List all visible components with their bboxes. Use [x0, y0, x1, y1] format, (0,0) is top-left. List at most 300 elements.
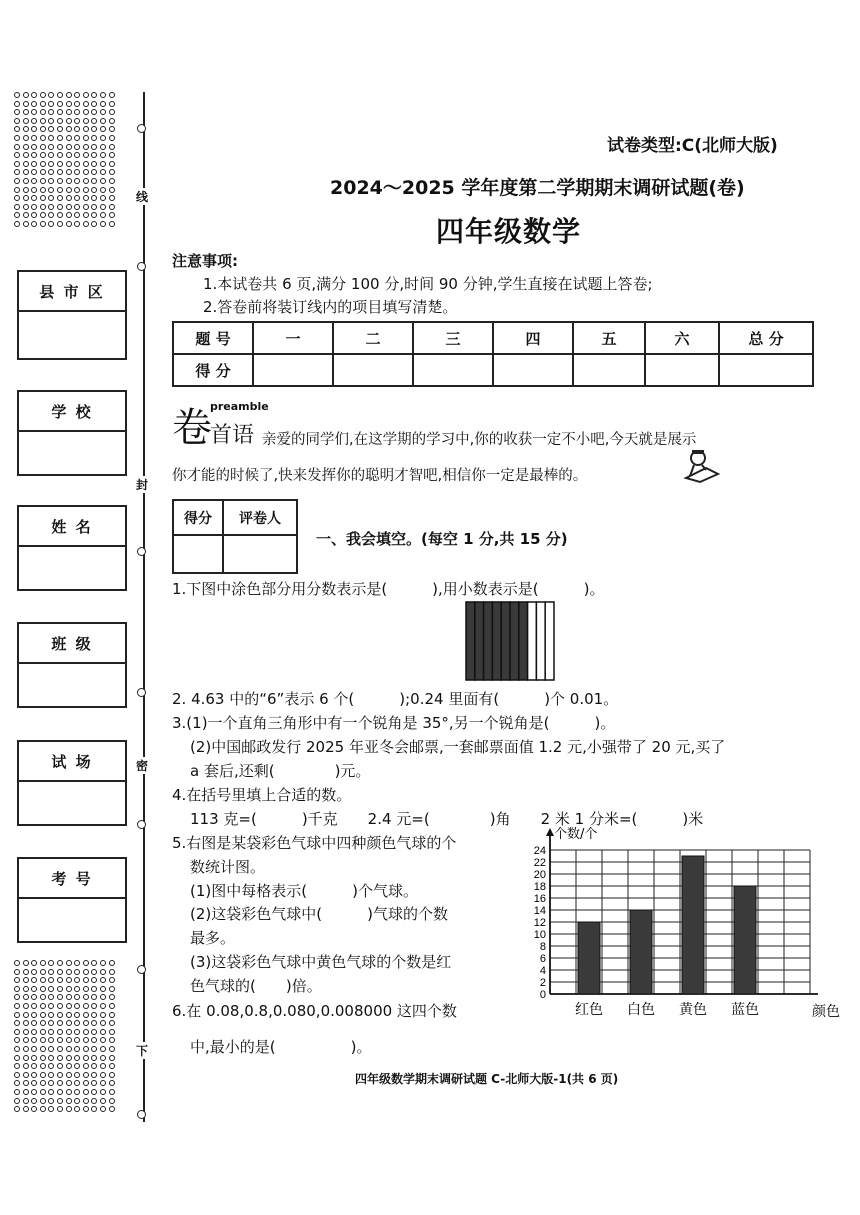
dot	[100, 1037, 106, 1043]
grader-score-cell[interactable]	[173, 535, 223, 573]
binding-ring	[137, 124, 146, 133]
dot	[57, 960, 63, 966]
bar	[630, 910, 652, 994]
dot	[100, 221, 106, 227]
dot	[31, 126, 37, 132]
dot	[40, 960, 46, 966]
dot	[31, 1106, 37, 1112]
dot	[23, 109, 29, 115]
dot	[91, 161, 97, 167]
dot	[83, 1106, 89, 1112]
x-tick-label: 白色	[627, 1002, 655, 1018]
dot	[23, 969, 29, 975]
dot	[31, 1046, 37, 1052]
dot	[91, 195, 97, 201]
dot	[48, 1098, 54, 1104]
dot	[23, 1020, 29, 1026]
dot	[31, 1037, 37, 1043]
dot	[109, 1098, 115, 1104]
dot	[109, 960, 115, 966]
dot	[14, 1098, 20, 1104]
dot	[57, 118, 63, 124]
dot	[40, 1055, 46, 1061]
dot	[48, 1046, 54, 1052]
dot	[23, 1106, 29, 1112]
score-header: 四	[493, 322, 573, 354]
grader-name-cell[interactable]	[223, 535, 297, 573]
dot	[14, 169, 20, 175]
dot	[31, 994, 37, 1000]
dot	[109, 92, 115, 98]
note-item: 1.本试卷共 6 页,满分 100 分,时间 90 分钟,学生直接在试题上答卷;	[203, 275, 653, 293]
dot	[40, 1106, 46, 1112]
y-tick-label: 6	[539, 953, 546, 965]
dot	[48, 152, 54, 158]
dot	[57, 1106, 63, 1112]
dot	[40, 109, 46, 115]
dot	[14, 152, 20, 158]
dot	[57, 101, 63, 107]
grader-name-label: 评卷人	[223, 500, 297, 535]
dot	[40, 1003, 46, 1009]
dot	[48, 986, 54, 992]
dot	[40, 92, 46, 98]
dot	[100, 101, 106, 107]
dot	[74, 1037, 80, 1043]
dot	[14, 109, 20, 115]
dot	[83, 969, 89, 975]
dot	[14, 178, 20, 184]
score-cell[interactable]	[413, 354, 493, 386]
dot	[66, 161, 72, 167]
dot	[40, 1063, 46, 1069]
shaded-part	[519, 602, 528, 680]
dot	[83, 1080, 89, 1086]
dot	[14, 977, 20, 983]
dot	[14, 92, 20, 98]
dot	[109, 994, 115, 1000]
dot	[109, 1046, 115, 1052]
dot	[48, 178, 54, 184]
dot	[83, 204, 89, 210]
dot	[57, 1012, 63, 1018]
question-6: 6.在 0.08,0.8,0.080,0.008000 这四个数	[172, 1002, 457, 1020]
dot	[83, 986, 89, 992]
dot	[14, 1003, 20, 1009]
binding-ring	[137, 547, 146, 556]
county-box[interactable]	[17, 270, 127, 360]
dot	[91, 126, 97, 132]
student-reading-icon	[676, 448, 724, 484]
note-item: 2.答卷前将装订线内的项目填写清楚。	[203, 298, 458, 316]
dot	[83, 161, 89, 167]
dot	[31, 144, 37, 150]
dot	[74, 195, 80, 201]
dot	[57, 969, 63, 975]
dot	[31, 1072, 37, 1078]
exam-number-label: 考 号	[19, 859, 125, 899]
dot	[57, 109, 63, 115]
dot	[83, 187, 89, 193]
dot	[66, 1072, 72, 1078]
y-tick-label: 10	[533, 929, 546, 941]
dot	[91, 118, 97, 124]
grader-score-label: 得分	[173, 500, 223, 535]
score-header: 题 号	[173, 322, 253, 354]
dot	[83, 212, 89, 218]
dot	[100, 1098, 106, 1104]
dot	[66, 144, 72, 150]
dot	[57, 1046, 63, 1052]
dot	[23, 169, 29, 175]
dot	[100, 152, 106, 158]
dot	[91, 101, 97, 107]
dot	[83, 118, 89, 124]
dot	[40, 178, 46, 184]
question-5-2-cont: 最多。	[190, 929, 236, 947]
x-tick-label: 蓝色	[731, 1002, 759, 1018]
dot	[109, 1037, 115, 1043]
y-tick-label: 2	[539, 977, 546, 989]
dot	[48, 169, 54, 175]
dot	[91, 1012, 97, 1018]
dot	[109, 1089, 115, 1095]
dot	[57, 1029, 63, 1035]
dot	[23, 1003, 29, 1009]
school-box[interactable]	[17, 390, 127, 476]
dot	[23, 187, 29, 193]
y-tick-label: 16	[533, 893, 546, 905]
dot	[57, 977, 63, 983]
dot	[48, 1003, 54, 1009]
score-cell[interactable]	[493, 354, 573, 386]
shaded-part	[466, 602, 475, 680]
name-label: 姓 名	[19, 507, 125, 547]
dot	[83, 169, 89, 175]
name-box[interactable]	[17, 505, 127, 591]
dot	[23, 195, 29, 201]
score-header: 五	[573, 322, 645, 354]
dot	[57, 161, 63, 167]
dot	[109, 986, 115, 992]
dot	[14, 1055, 20, 1061]
dot	[109, 109, 115, 115]
score-cell[interactable]	[645, 354, 719, 386]
dot	[57, 204, 63, 210]
dot	[91, 169, 97, 175]
dot	[83, 109, 89, 115]
preamble-line: 亲爱的同学们,在这学期的学习中,你的收获一定不小吧,今天就是展示	[262, 432, 697, 448]
dot	[109, 1055, 115, 1061]
dot	[31, 1020, 37, 1026]
dot	[74, 986, 80, 992]
dot	[23, 1029, 29, 1035]
dot	[48, 1020, 54, 1026]
x-tick-label: 黄色	[679, 1002, 707, 1018]
dot	[23, 118, 29, 124]
dot	[48, 126, 54, 132]
score-cell[interactable]	[333, 354, 413, 386]
dot	[14, 960, 20, 966]
dot	[14, 986, 20, 992]
dot	[109, 178, 115, 184]
dot	[66, 221, 72, 227]
dot	[66, 1046, 72, 1052]
dot	[31, 1029, 37, 1035]
dot	[91, 1046, 97, 1052]
dot	[14, 212, 20, 218]
dot	[100, 1063, 106, 1069]
unshaded-part	[528, 602, 537, 680]
dot	[66, 1055, 72, 1061]
score-cell[interactable]	[573, 354, 645, 386]
dot	[66, 1089, 72, 1095]
dot	[74, 1055, 80, 1061]
dot	[100, 212, 106, 218]
dot	[57, 187, 63, 193]
dot	[31, 195, 37, 201]
dot	[100, 977, 106, 983]
dot	[40, 135, 46, 141]
dot	[48, 1012, 54, 1018]
dot	[91, 1063, 97, 1069]
dot	[100, 187, 106, 193]
dot	[109, 126, 115, 132]
dot	[14, 1029, 20, 1035]
dot	[83, 1020, 89, 1026]
dot	[83, 178, 89, 184]
dot	[31, 960, 37, 966]
dot	[31, 1063, 37, 1069]
dot	[66, 1037, 72, 1043]
dot	[91, 969, 97, 975]
dot	[23, 221, 29, 227]
question-1: 1.下图中涂色部分用分数表示是( ),用小数表示是( )。	[172, 580, 605, 598]
dot	[74, 1020, 80, 1026]
dot	[14, 187, 20, 193]
dot	[40, 101, 46, 107]
dot	[100, 1080, 106, 1086]
preamble-tag: preamble	[210, 400, 269, 413]
dot	[48, 960, 54, 966]
dot	[23, 1080, 29, 1086]
dot	[14, 1046, 20, 1052]
dot	[66, 1003, 72, 1009]
dot	[40, 195, 46, 201]
dot	[91, 1089, 97, 1095]
dot	[14, 994, 20, 1000]
dot	[91, 1098, 97, 1104]
dot	[74, 204, 80, 210]
exam-room-box[interactable]	[17, 740, 127, 826]
dot	[23, 977, 29, 983]
dot	[48, 1037, 54, 1043]
preamble-line: 你才能的时候了,快来发挥你的聪明才智吧,相信你一定是最棒的。	[172, 468, 588, 484]
dot	[48, 1106, 54, 1112]
dot	[48, 969, 54, 975]
dot	[83, 977, 89, 983]
y-tick-label: 8	[539, 941, 546, 953]
dot	[109, 212, 115, 218]
dot	[66, 195, 72, 201]
dot	[66, 1106, 72, 1112]
section-title: 一、我会填空。(每空 1 分,共 15 分)	[316, 530, 568, 548]
dot	[74, 1080, 80, 1086]
dot	[31, 109, 37, 115]
dot	[48, 118, 54, 124]
dot	[23, 1072, 29, 1078]
dot	[48, 92, 54, 98]
dot	[57, 1055, 63, 1061]
dot	[48, 187, 54, 193]
bar	[578, 922, 600, 994]
dot	[23, 101, 29, 107]
dot	[91, 994, 97, 1000]
class-box[interactable]	[17, 622, 127, 708]
dot	[100, 204, 106, 210]
dot	[48, 1055, 54, 1061]
dot	[14, 221, 20, 227]
dot	[109, 1063, 115, 1069]
dot	[66, 92, 72, 98]
dot	[40, 152, 46, 158]
y-tick-label: 18	[533, 881, 546, 893]
dot	[66, 118, 72, 124]
notes-heading: 注意事项:	[172, 252, 238, 270]
dot	[100, 1003, 106, 1009]
score-cell[interactable]	[253, 354, 333, 386]
dot	[48, 195, 54, 201]
dot	[91, 960, 97, 966]
dot	[66, 1080, 72, 1086]
dot	[74, 1046, 80, 1052]
dot	[109, 118, 115, 124]
question-5-1: (1)图中每格表示( )个气球。	[190, 882, 418, 900]
dot	[91, 1037, 97, 1043]
dot	[74, 178, 80, 184]
dot	[48, 1089, 54, 1095]
dot	[14, 126, 20, 132]
dot	[31, 1098, 37, 1104]
dot	[23, 986, 29, 992]
dot	[83, 1012, 89, 1018]
dot	[31, 204, 37, 210]
dot	[74, 118, 80, 124]
dot	[57, 1098, 63, 1104]
dot	[100, 126, 106, 132]
dot	[57, 178, 63, 184]
dot	[40, 1072, 46, 1078]
dot	[40, 1012, 46, 1018]
dot	[100, 1046, 106, 1052]
shaded-part	[475, 602, 484, 680]
dot	[23, 126, 29, 132]
dot	[91, 1080, 97, 1086]
class-label: 班 级	[19, 624, 125, 664]
dot	[57, 994, 63, 1000]
dot	[109, 152, 115, 158]
dot	[23, 92, 29, 98]
dot	[23, 204, 29, 210]
question-6-cont: 中,最小的是( )。	[190, 1038, 372, 1056]
dot	[31, 1089, 37, 1095]
dot	[109, 169, 115, 175]
dot	[100, 161, 106, 167]
dot	[100, 92, 106, 98]
dot	[109, 1012, 115, 1018]
dot	[23, 994, 29, 1000]
score-cell[interactable]	[719, 354, 813, 386]
dot	[100, 118, 106, 124]
dot	[66, 1020, 72, 1026]
dot	[83, 960, 89, 966]
dot	[100, 986, 106, 992]
exam-number-box[interactable]	[17, 857, 127, 943]
unshaded-part	[545, 602, 554, 680]
dot	[74, 994, 80, 1000]
dot	[83, 1029, 89, 1035]
dot	[100, 195, 106, 201]
dot	[74, 960, 80, 966]
y-tick-label: 22	[533, 857, 546, 869]
school-label: 学 校	[19, 392, 125, 432]
dot	[23, 1063, 29, 1069]
x-tick-label: 红色	[575, 1002, 603, 1018]
dot	[91, 1020, 97, 1026]
dot	[66, 960, 72, 966]
dot	[48, 144, 54, 150]
question-5-2: (2)这袋彩色气球中( )气球的个数	[190, 905, 448, 923]
shaded-part	[501, 602, 510, 680]
dot	[57, 1020, 63, 1026]
dot	[91, 212, 97, 218]
question-5-3-cont: 色气球的( )倍。	[190, 977, 322, 995]
dot	[31, 101, 37, 107]
dot	[31, 169, 37, 175]
dot	[109, 977, 115, 983]
dot	[14, 1089, 20, 1095]
dot	[83, 1055, 89, 1061]
dot	[14, 1106, 20, 1112]
dot	[57, 1037, 63, 1043]
dot	[74, 1063, 80, 1069]
bar	[734, 886, 756, 994]
dot	[91, 977, 97, 983]
dot	[109, 144, 115, 150]
dot	[109, 221, 115, 227]
binding-ring	[137, 820, 146, 829]
shaded-part	[492, 602, 501, 680]
dot	[109, 204, 115, 210]
dot	[91, 1106, 97, 1112]
dot	[74, 187, 80, 193]
dot	[40, 969, 46, 975]
dot	[31, 161, 37, 167]
dot	[91, 1029, 97, 1035]
dot	[66, 977, 72, 983]
dot	[66, 101, 72, 107]
dot	[57, 169, 63, 175]
dot	[40, 994, 46, 1000]
dot	[66, 1098, 72, 1104]
dot	[74, 169, 80, 175]
dot	[91, 144, 97, 150]
dot	[91, 152, 97, 158]
dot	[109, 1020, 115, 1026]
grader-table	[172, 499, 298, 574]
dot	[109, 195, 115, 201]
dot	[40, 212, 46, 218]
